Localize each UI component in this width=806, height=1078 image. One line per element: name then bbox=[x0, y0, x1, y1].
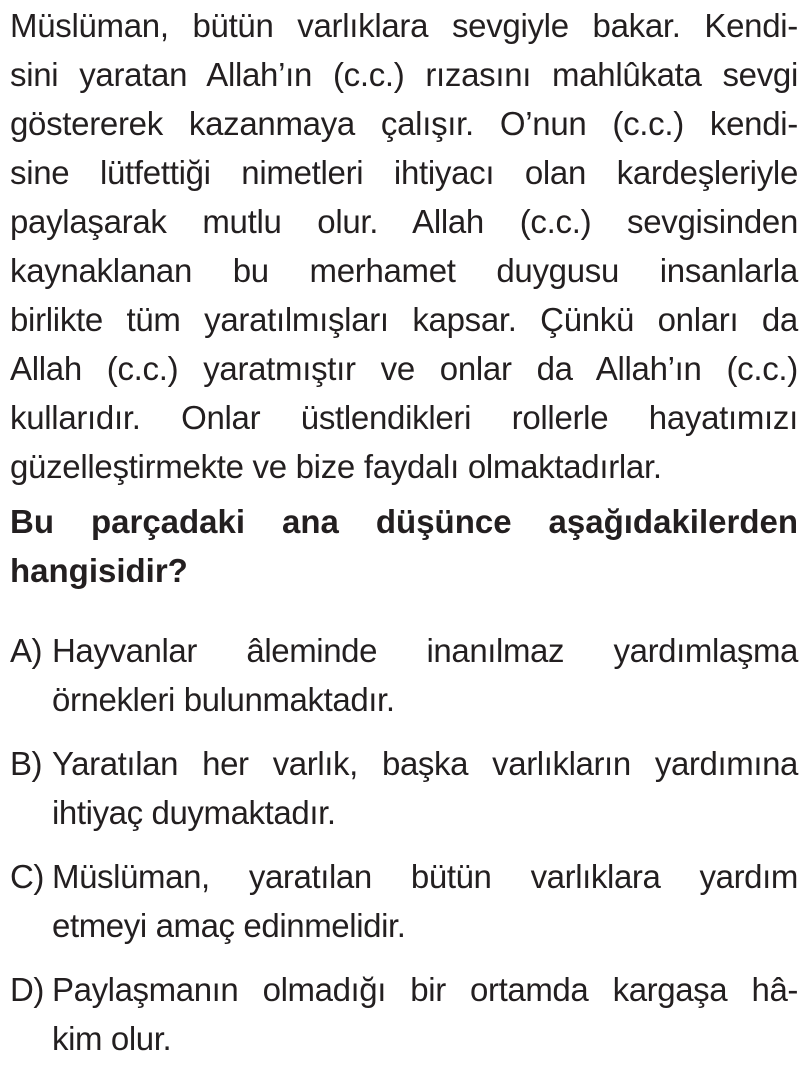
option-line: Yaratılan her varlık, başka varlıkların yardımına bbox=[52, 745, 798, 782]
option-text bbox=[52, 626, 798, 724]
option-line: etmeyi amaç edinmelidir. bbox=[52, 907, 406, 944]
answer-options bbox=[10, 626, 798, 1078]
passage-line: birlikte tüm yaratılmışları kapsar. Çünkü onları da bbox=[10, 301, 798, 338]
question-line: hangisidir? bbox=[10, 552, 188, 589]
passage-line: paylaşarak mutlu olur. Allah (c.c.) sevgisinden bbox=[10, 203, 798, 240]
passage-line: Müslüman, bütün varlıklara sevgiyle bakar. Kendi- bbox=[10, 7, 798, 44]
option-text bbox=[52, 739, 798, 837]
option-line: Müslüman, yaratılan bütün varlıklara yardım bbox=[52, 858, 798, 895]
passage-line: güzelleştirmekte ve bize faydalı olmaktadırlar. bbox=[10, 448, 662, 485]
option-d[interactable] bbox=[10, 965, 798, 1063]
passage-line: göstererek kazanmaya çalışır. O’nun (c.c.) kendi- bbox=[10, 105, 798, 142]
option-letter: C) bbox=[10, 858, 44, 895]
passage-line: Allah (c.c.) yaratmıştır ve onlar da Allah’ın (c.c.) bbox=[10, 350, 798, 387]
question-line: Bu parçadaki ana düşünce aşağıdakilerden bbox=[10, 503, 798, 540]
option-text bbox=[52, 852, 798, 950]
option-letter: B) bbox=[10, 745, 42, 782]
passage-line: sine lütfettiği nimetleri ihtiyacı olan kardeşleriyle bbox=[10, 154, 798, 191]
passage-line: kaynaklanan bu merhamet duygusu insanlarla bbox=[10, 252, 798, 289]
passage-line: kullarıdır. Onlar üstlendikleri rollerle hayatımızı bbox=[10, 399, 798, 436]
option-letter: D) bbox=[10, 971, 44, 1008]
option-letter: A) bbox=[10, 632, 42, 669]
option-line: örnekleri bulunmaktadır. bbox=[52, 681, 395, 718]
option-line: Paylaşmanın olmadığı bir ortamda kargaşa hâ- bbox=[52, 971, 798, 1008]
reading-passage bbox=[10, 1, 798, 491]
option-b[interactable] bbox=[10, 739, 798, 837]
option-c[interactable] bbox=[10, 852, 798, 950]
option-line: Hayvanlar âleminde inanılmaz yardımlaşma bbox=[52, 632, 798, 669]
option-line: kim olur. bbox=[52, 1020, 172, 1057]
passage-line: sini yaratan Allah’ın (c.c.) rızasını mahlûkata sevgi bbox=[10, 56, 798, 93]
option-line: ihtiyaç duymaktadır. bbox=[52, 794, 336, 831]
option-a[interactable] bbox=[10, 626, 798, 724]
option-text bbox=[52, 965, 798, 1063]
question-stem bbox=[10, 497, 798, 595]
